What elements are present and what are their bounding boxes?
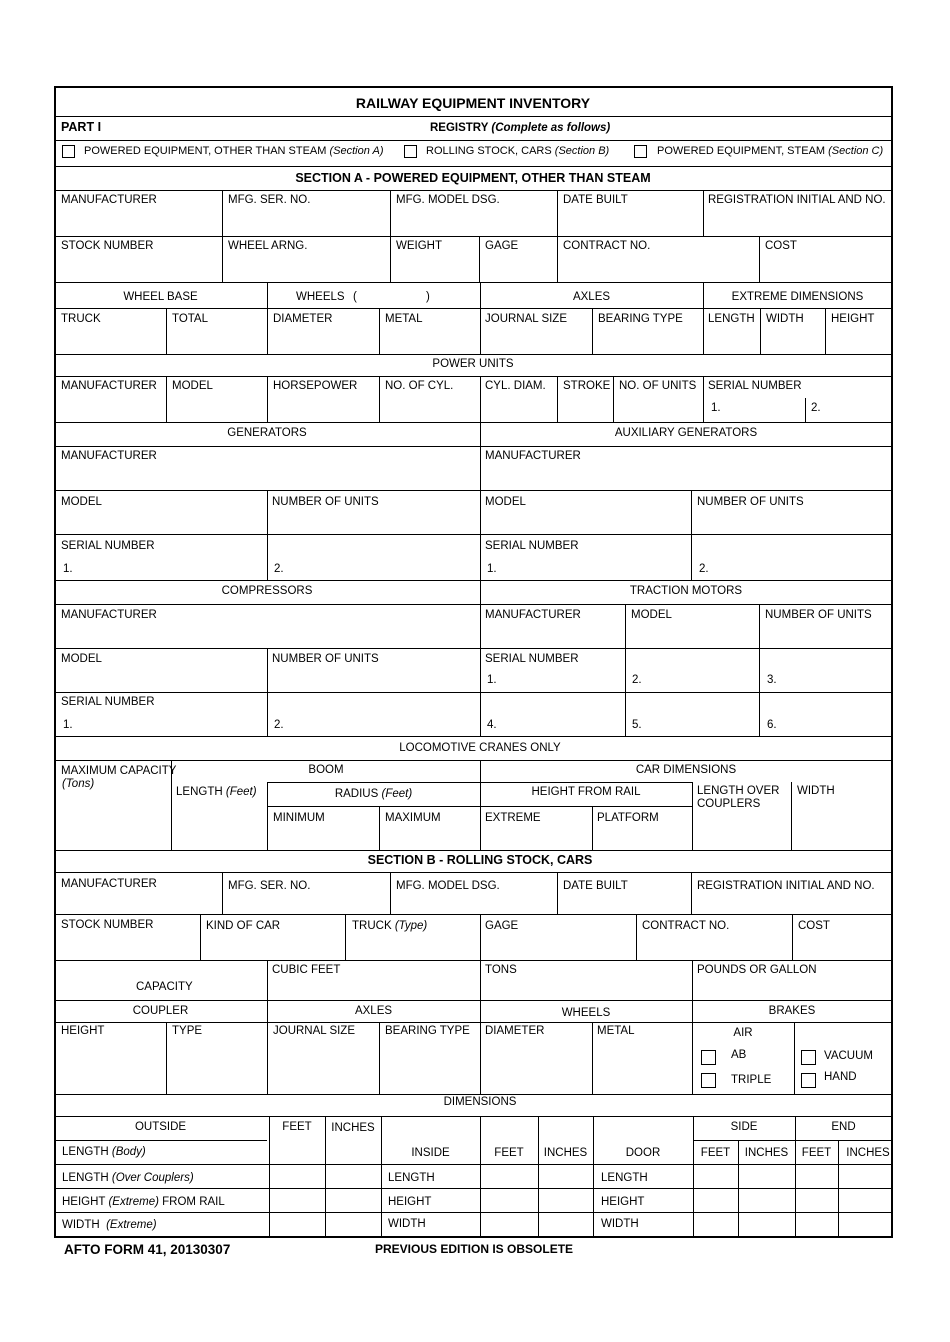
a-manufacturer-field[interactable]: MANUFACTURER (61, 194, 157, 206)
grid-line (480, 376, 481, 422)
side-header: SIDE (730, 1121, 758, 1133)
locomotive-cranes-title: LOCOMOTIVE CRANES ONLY (399, 742, 561, 754)
traction-serial-3-field[interactable]: 3. (767, 674, 777, 686)
grid-line (54, 692, 892, 693)
section-a-title: SECTION A - POWERED EQUIPMENT, OTHER THAN STEAM (295, 171, 651, 185)
grid-line (795, 1116, 796, 1236)
grid-line (54, 1000, 892, 1001)
length-over-couplers-line2[interactable]: COUPLERS (697, 798, 761, 810)
side-feet-header: FEET (700, 1147, 731, 1159)
aux-number-of-units-field[interactable]: NUMBER OF UNITS (697, 496, 804, 508)
no-of-cyl-field[interactable]: NO. OF CYL. (385, 380, 454, 392)
coupler-type-field[interactable]: TYPE (172, 1025, 203, 1037)
section-a-option-label: POWERED EQUIPMENT, OTHER THAN STEAM (Section A) (84, 145, 384, 157)
inside-inches-header: INCHES (543, 1147, 588, 1159)
grid-line (480, 782, 692, 783)
grid-line (54, 604, 892, 605)
section-a-checkbox[interactable] (62, 145, 75, 158)
traction-serial-2-field[interactable]: 2. (632, 674, 642, 686)
grid-line (379, 308, 380, 354)
a-contract-no-field[interactable]: CONTRACT NO. (563, 240, 651, 252)
power-no-of-units-field[interactable]: NO. OF UNITS (619, 380, 697, 392)
triple-brake-label: TRIPLE (731, 1074, 772, 1086)
comp-manufacturer-field[interactable]: MANUFACTURER (61, 609, 157, 621)
end-feet-header: FEET (801, 1147, 832, 1159)
b-gage-field[interactable]: GAGE (485, 920, 519, 932)
section-c-checkbox[interactable] (634, 145, 647, 158)
a-metal-field[interactable]: METAL (385, 313, 423, 325)
grid-line (592, 806, 593, 850)
grid-line (390, 236, 391, 282)
section-b-option-label: ROLLING STOCK, CARS (Section B) (426, 145, 610, 157)
grid-line (54, 1140, 267, 1141)
power-serial-2-field[interactable]: 2. (811, 402, 821, 414)
b-contract-no-field[interactable]: CONTRACT NO. (642, 920, 730, 932)
wheels-header: WHEELS (296, 291, 345, 303)
aux-serial-2-field[interactable]: 2. (699, 563, 709, 575)
a-gage-field[interactable]: GAGE (485, 240, 519, 252)
b-cost-field[interactable]: COST (798, 920, 830, 932)
car-dimensions-header: CAR DIMENSIONS (635, 764, 737, 776)
gen-serial-number-label: SERIAL NUMBER (61, 540, 155, 552)
grid-line (54, 1212, 892, 1213)
section-b-title: SECTION B - ROLLING STOCK, CARS (367, 853, 593, 867)
b-date-built-field[interactable]: DATE BUILT (563, 880, 628, 892)
gen-model-field[interactable]: MODEL (61, 496, 102, 508)
grid-line (54, 534, 892, 535)
grid-line (693, 1140, 892, 1141)
inside-feet-header: FEET (494, 1147, 524, 1159)
radius-header: RADIUS (Feet) (334, 788, 413, 800)
grid-line (267, 782, 480, 783)
b-bearing-type-field[interactable]: BEARING TYPE (385, 1025, 470, 1037)
a-journal-size-field[interactable]: JOURNAL SIZE (485, 313, 568, 325)
traction-number-of-units-field[interactable]: NUMBER OF UNITS (765, 609, 872, 621)
grid-line (267, 376, 268, 422)
grid-line (54, 1236, 893, 1238)
door-height-label: HEIGHT (601, 1196, 645, 1208)
grid-line (693, 1116, 694, 1236)
grid-line (267, 806, 480, 807)
aux-generators-title: AUXILIARY GENERATORS (614, 427, 758, 439)
gen-serial-2-field[interactable]: 2. (274, 563, 284, 575)
grid-line (791, 782, 792, 850)
max-capacity-tons-note: (Tons) (62, 778, 95, 790)
width-extreme-label: WIDTH (Extreme) (62, 1219, 157, 1231)
horsepower-field[interactable]: HORSEPOWER (273, 380, 358, 392)
grid-line (480, 1116, 481, 1236)
car-width-field[interactable]: WIDTH (797, 785, 835, 797)
a-height-field[interactable]: HEIGHT (831, 313, 875, 325)
height-extreme-field[interactable]: EXTREME (485, 812, 541, 824)
grid-line (267, 648, 268, 736)
grid-line (54, 914, 892, 915)
radius-maximum-field[interactable]: MAXIMUM (385, 812, 441, 824)
traction-serial-4-field[interactable]: 4. (487, 719, 497, 731)
grid-line (54, 282, 892, 283)
radius-minimum-field[interactable]: MINIMUM (273, 812, 325, 824)
wheels-paren-close: ) (426, 291, 430, 303)
capacity-label: CAPACITY (136, 981, 193, 993)
grid-line (557, 236, 558, 282)
form-id: AFTO FORM 41, 20130307 (64, 1242, 231, 1257)
dimensions-title: DIMENSIONS (443, 1096, 517, 1108)
grid-line (691, 872, 692, 914)
inside-length-label: LENGTH (388, 1172, 435, 1184)
grid-line (54, 86, 893, 88)
grid-line (54, 850, 892, 851)
a-length-field[interactable]: LENGTH (708, 313, 755, 325)
length-body-label: LENGTH (Body) (62, 1146, 146, 1158)
traction-motors-title: TRACTION MOTORS (629, 585, 743, 597)
grid-line (54, 760, 892, 761)
grid-line (480, 914, 481, 960)
hand-brake-label: HAND (824, 1071, 857, 1083)
grid-line (54, 376, 892, 377)
grid-line (593, 1116, 594, 1236)
vacuum-brake-label: VACUUM (824, 1050, 873, 1062)
grid-line (54, 1116, 892, 1117)
b-axles-header: AXLES (354, 1005, 393, 1017)
a-weight-field[interactable]: WEIGHT (396, 240, 442, 252)
power-manufacturer-field[interactable]: MANUFACTURER (61, 380, 157, 392)
grid-line (269, 1116, 270, 1236)
grid-line (636, 914, 637, 960)
length-over-couplers-line1[interactable]: LENGTH OVER (697, 785, 780, 797)
grid-line (54, 648, 892, 649)
b-metal-field[interactable]: METAL (597, 1025, 635, 1037)
cyl-diam-field[interactable]: CYL. DIAM. (485, 380, 546, 392)
grid-line (54, 116, 892, 117)
a-date-built-field[interactable]: DATE BUILT (563, 194, 628, 206)
grid-line (891, 86, 893, 1238)
wheel-base-header: WHEEL BASE (123, 291, 198, 303)
grid-line (54, 490, 892, 491)
end-header: END (831, 1121, 856, 1133)
grid-line (703, 190, 704, 236)
triple-brake-checkbox[interactable] (701, 1073, 716, 1088)
aux-manufacturer-field[interactable]: MANUFACTURER (485, 450, 581, 462)
traction-serial-6-field[interactable]: 6. (767, 719, 777, 731)
grid-line (54, 308, 892, 309)
grid-line (166, 308, 167, 354)
end-inches-header: INCHES (846, 1147, 890, 1159)
grid-line (691, 490, 692, 580)
grid-line (390, 872, 391, 914)
power-serial-number-label: SERIAL NUMBER (708, 380, 802, 392)
inside-header: INSIDE (411, 1147, 450, 1159)
grid-line (538, 1116, 539, 1236)
traction-model-field[interactable]: MODEL (631, 609, 672, 621)
grid-line (54, 446, 892, 447)
a-bearing-type-field[interactable]: BEARING TYPE (598, 313, 683, 325)
outside-feet-header: FEET (282, 1121, 312, 1133)
b-diameter-field[interactable]: DIAMETER (485, 1025, 545, 1037)
section-b-checkbox[interactable] (404, 145, 417, 158)
grid-line (379, 1022, 380, 1094)
grid-line (480, 580, 481, 736)
axles-header: AXLES (572, 291, 611, 303)
max-capacity-field[interactable]: MAXIMUM CAPACITY (61, 765, 177, 777)
obsolete-notice: PREVIOUS EDITION IS OBSOLETE (375, 1242, 574, 1256)
height-from-rail-label: HEIGHT (Extreme) FROM RAIL (62, 1196, 225, 1208)
compressors-title: COMPRESSORS (221, 585, 313, 597)
side-inches-header: INCHES (744, 1147, 789, 1159)
b-mfg-ser-no-field[interactable]: MFG. SER. NO. (228, 880, 311, 892)
truck-field[interactable]: TRUCK (61, 313, 101, 325)
grid-line (557, 376, 558, 422)
grid-line (792, 914, 793, 960)
generators-title: GENERATORS (227, 427, 307, 439)
aux-serial-number-label: SERIAL NUMBER (485, 540, 579, 552)
gen-number-of-units-field[interactable]: NUMBER OF UNITS (272, 496, 379, 508)
b-wheels-header: WHEELS (561, 1007, 611, 1019)
total-field[interactable]: TOTAL (172, 313, 208, 325)
door-header: DOOR (625, 1147, 661, 1159)
brakes-header: BRAKES (768, 1005, 816, 1017)
grid-line (267, 282, 268, 354)
comp-number-of-units-field[interactable]: NUMBER OF UNITS (272, 653, 379, 665)
grid-line (805, 398, 806, 422)
grid-line (267, 490, 268, 580)
grid-line (54, 236, 892, 237)
grid-line (480, 422, 481, 580)
grid-line (480, 806, 692, 807)
door-length-label: LENGTH (601, 1172, 648, 1184)
grid-line (54, 1022, 892, 1023)
comp-serial-2-field[interactable]: 2. (274, 719, 284, 731)
grid-line (692, 782, 693, 850)
b-truck-type-field[interactable]: TRUCK (Type) (352, 920, 428, 932)
grid-line (222, 190, 223, 236)
a-width-field[interactable]: WIDTH (766, 313, 804, 325)
cubic-feet-field[interactable]: CUBIC FEET (272, 964, 341, 976)
grid-line (54, 872, 892, 873)
boom-length-field[interactable]: LENGTH (Feet) (176, 786, 257, 798)
grid-line (794, 1022, 795, 1094)
grid-line (222, 872, 223, 914)
grid-line (54, 736, 892, 737)
grid-line (479, 236, 480, 282)
coupler-header: COUPLER (132, 1005, 189, 1017)
grid-line (613, 376, 614, 422)
vacuum-brake-checkbox[interactable] (801, 1050, 816, 1065)
registry-label: REGISTRY (Complete as follows) (430, 122, 611, 134)
gen-serial-1-field[interactable]: 1. (63, 563, 73, 575)
power-units-title: POWER UNITS (432, 358, 514, 370)
power-serial-1-field[interactable]: 1. (711, 402, 721, 414)
grid-line (703, 376, 704, 422)
height-from-rail-header: HEIGHT FROM RAIL (531, 786, 641, 798)
b-stock-number-field[interactable]: STOCK NUMBER (61, 919, 154, 931)
grid-line (760, 308, 761, 354)
grid-line (345, 914, 346, 960)
grid-line (759, 236, 760, 282)
a-wheel-arng-field[interactable]: WHEEL ARNG. (228, 240, 308, 252)
traction-manufacturer-field[interactable]: MANUFACTURER (485, 609, 581, 621)
aux-model-field[interactable]: MODEL (485, 496, 526, 508)
grid-line (54, 1188, 892, 1189)
stroke-field[interactable]: STROKE (563, 380, 611, 392)
power-model-field[interactable]: MODEL (172, 380, 213, 392)
grid-line (54, 166, 892, 167)
grid-line (381, 1116, 382, 1236)
grid-line (480, 960, 481, 1000)
b-mfg-model-dsg-field[interactable]: MFG. MODEL DSG. (396, 880, 500, 892)
wheels-paren-open: ( (353, 291, 357, 303)
aux-serial-1-field[interactable]: 1. (487, 563, 497, 575)
grid-line (625, 604, 626, 736)
extreme-dimensions-header: EXTREME DIMENSIONS (731, 291, 864, 303)
gen-manufacturer-field[interactable]: MANUFACTURER (61, 450, 157, 462)
grid-line (379, 806, 380, 850)
grid-line (166, 1022, 167, 1094)
b-journal-size-field[interactable]: JOURNAL SIZE (273, 1025, 356, 1037)
outside-header: OUTSIDE (134, 1121, 187, 1133)
a-stock-number-field[interactable]: STOCK NUMBER (61, 240, 154, 252)
grid-line (54, 190, 892, 191)
grid-line (592, 1022, 593, 1094)
ab-brake-label: AB (731, 1049, 747, 1061)
pounds-or-gallon-field[interactable]: POUNDS OR GALLON (697, 964, 817, 976)
grid-line (54, 422, 892, 423)
inside-width-label: WIDTH (388, 1218, 426, 1230)
height-platform-field[interactable]: PLATFORM (597, 812, 659, 824)
grid-line (692, 960, 693, 1000)
grid-line (54, 140, 892, 141)
grid-line (379, 376, 380, 422)
b-registration-field[interactable]: REGISTRATION INITIAL AND NO. (697, 880, 875, 892)
outside-inches-header: INCHES (331, 1122, 375, 1134)
traction-serial-5-field[interactable]: 5. (632, 719, 642, 731)
kind-of-car-field[interactable]: KIND OF CAR (206, 920, 281, 932)
hand-brake-checkbox[interactable] (801, 1073, 816, 1088)
a-diameter-field[interactable]: DIAMETER (273, 313, 333, 325)
door-width-label: WIDTH (601, 1218, 639, 1230)
grid-line (759, 604, 760, 736)
grid-line (200, 914, 201, 960)
comp-serial-number-label: SERIAL NUMBER (61, 696, 155, 708)
a-mfg-model-dsg-field[interactable]: MFG. MODEL DSG. (396, 194, 500, 206)
part-label: PART I (61, 120, 102, 134)
coupler-height-field[interactable]: HEIGHT (61, 1025, 105, 1037)
comp-serial-1-field[interactable]: 1. (63, 719, 73, 731)
grid-line (267, 960, 268, 1000)
grid-line (54, 960, 892, 961)
inside-height-label: HEIGHT (388, 1196, 432, 1208)
grid-line (390, 190, 391, 236)
a-cost-field[interactable]: COST (765, 240, 797, 252)
section-c-option-label: POWERED EQUIPMENT, STEAM (Section C) (657, 145, 884, 157)
grid-line (54, 354, 892, 355)
form-title: RAILWAY EQUIPMENT INVENTORY (355, 95, 591, 111)
grid-line (557, 872, 558, 914)
grid-line (557, 190, 558, 236)
ab-brake-checkbox[interactable] (701, 1050, 716, 1065)
grid-line (54, 86, 56, 1238)
b-manufacturer-field[interactable]: MANUFACTURER (61, 878, 157, 890)
a-registration-field[interactable]: REGISTRATION INITIAL AND NO. (708, 194, 886, 206)
grid-line (54, 1094, 892, 1095)
grid-line (825, 308, 826, 354)
air-label: AIR (733, 1027, 753, 1039)
grid-line (592, 308, 593, 354)
grid-line (166, 376, 167, 422)
comp-model-field[interactable]: MODEL (61, 653, 102, 665)
grid-line (222, 236, 223, 282)
length-over-couplers-label: LENGTH (Over Couplers) (62, 1172, 194, 1184)
a-mfg-ser-no-field[interactable]: MFG. SER. NO. (228, 194, 311, 206)
boom-header: BOOM (308, 764, 344, 776)
traction-serial-1-field[interactable]: 1. (487, 674, 497, 686)
grid-line (54, 1164, 892, 1165)
grid-line (54, 580, 892, 581)
traction-serial-number-label: SERIAL NUMBER (485, 653, 579, 665)
tons-field[interactable]: TONS (485, 964, 517, 976)
